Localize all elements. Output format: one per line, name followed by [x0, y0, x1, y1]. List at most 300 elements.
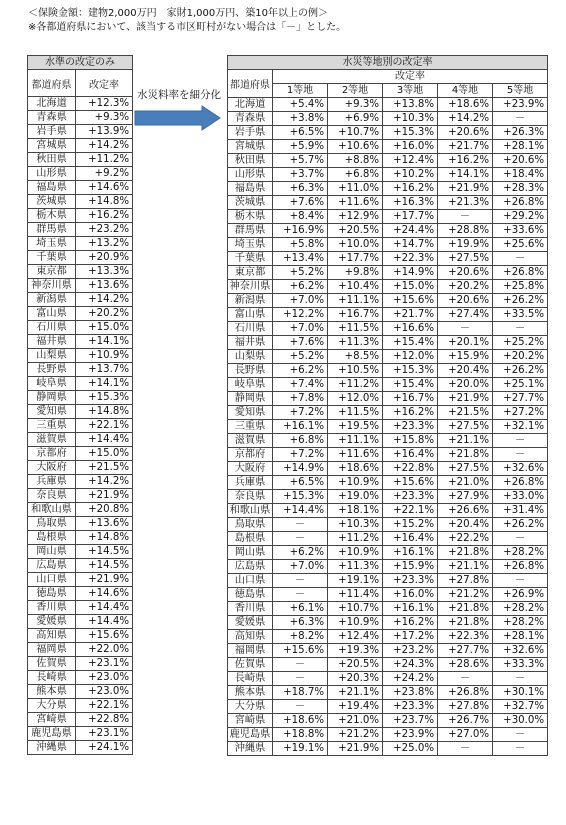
right-table-row [228, 672, 548, 686]
grade-5-rate: +33.0% [493, 490, 548, 504]
prefecture-name: 山形県 [28, 167, 76, 181]
left-col-prefecture: 都道府県 [28, 70, 76, 97]
prefecture-name: 静岡県 [28, 391, 76, 405]
left-col-rate: 改定率 [76, 70, 133, 97]
prefecture-name: 山梨県 [28, 349, 76, 363]
prefecture-name: 千葉県 [28, 251, 76, 265]
grade-4-rate: +26.8% [438, 686, 493, 700]
level-rate: +13.3% [76, 265, 133, 279]
left-table-body [28, 97, 133, 755]
grade-1-rate: +7.2% [273, 406, 328, 420]
grade-4-rate: +21.0% [438, 476, 493, 490]
left-table-row [28, 643, 133, 657]
level-rate: +12.3% [76, 97, 133, 111]
grade-1-rate: +13.4% [273, 252, 328, 266]
right-table-title: 水災等地別の改定率 [228, 56, 548, 70]
grade-5-rate: － [493, 742, 548, 756]
prefecture-name: 新潟県 [228, 294, 273, 308]
left-table-row [28, 741, 133, 755]
grade-4-rate: +20.6% [438, 294, 493, 308]
grade-4-rate: +21.8% [438, 616, 493, 630]
grade-2-rate: +19.5% [328, 420, 383, 434]
grade-5-rate: － [493, 252, 548, 266]
level-rate: +21.9% [76, 573, 133, 587]
grade-4-rate: +19.9% [438, 238, 493, 252]
note-dash-explanation: ※各都道府県において、該当する市区町村がない場合は「－」とした。 [28, 22, 347, 33]
prefecture-name: 静岡県 [228, 392, 273, 406]
prefecture-name: 熊本県 [28, 685, 76, 699]
left-table-row [28, 321, 133, 335]
grade-4-rate: +20.1% [438, 336, 493, 350]
right-table-row [228, 616, 548, 630]
prefecture-name: 香川県 [28, 601, 76, 615]
level-rate: +23.1% [76, 727, 133, 741]
prefecture-name: 香川県 [228, 602, 273, 616]
grade-5-rate: +23.9% [493, 98, 548, 112]
prefecture-name: 福岡県 [28, 643, 76, 657]
prefecture-name: 千葉県 [228, 252, 273, 266]
prefecture-name: 東京都 [28, 265, 76, 279]
left-table-row [28, 629, 133, 643]
right-table-row [228, 728, 548, 742]
prefecture-name: 宮崎県 [28, 713, 76, 727]
right-table-row [228, 126, 548, 140]
prefecture-name: 北海道 [28, 97, 76, 111]
right-col-rate-group: 改定率 [273, 70, 548, 84]
grade-1-rate: +5.2% [273, 266, 328, 280]
prefecture-name: 宮城県 [28, 139, 76, 153]
grade-3-rate: +15.3% [383, 126, 438, 140]
right-col-prefecture: 都道府県 [228, 70, 273, 98]
level-rate: +20.2% [76, 307, 133, 321]
prefecture-name: 沖縄県 [228, 742, 273, 756]
grade-5-rate: +28.1% [493, 630, 548, 644]
left-table-row [28, 587, 133, 601]
left-table-row [28, 125, 133, 139]
prefecture-name: 大分県 [228, 700, 273, 714]
prefecture-name: 奈良県 [28, 489, 76, 503]
grade-1-rate: +18.6% [273, 714, 328, 728]
grade-3-rate: +16.6% [383, 322, 438, 336]
prefecture-name: 長崎県 [28, 671, 76, 685]
right-table-row [228, 742, 548, 756]
right-table-row [228, 504, 548, 518]
grade-2-rate: +11.0% [328, 182, 383, 196]
grade-5-rate: +26.3% [493, 126, 548, 140]
grade-3-rate: +12.0% [383, 350, 438, 364]
grade-3-rate: +14.7% [383, 238, 438, 252]
grade-1-rate: +6.8% [273, 434, 328, 448]
grade-5-rate: +20.2% [493, 350, 548, 364]
level-rate: +13.6% [76, 279, 133, 293]
grade-2-rate: +11.3% [328, 560, 383, 574]
level-rate: +14.4% [76, 615, 133, 629]
left-table-row [28, 461, 133, 475]
prefecture-name: 高知県 [28, 629, 76, 643]
prefecture-name: 茨城県 [28, 195, 76, 209]
grade-3-rate: +15.6% [383, 476, 438, 490]
left-table-row [28, 419, 133, 433]
prefecture-name: 島根県 [28, 531, 76, 545]
grade-4-rate: +27.9% [438, 490, 493, 504]
flood-grade-revision-table [227, 55, 548, 756]
grade-1-rate: － [273, 574, 328, 588]
grade-5-rate: +32.1% [493, 420, 548, 434]
level-revision-table [27, 55, 133, 755]
grade-2-rate: +17.7% [328, 252, 383, 266]
grade-4-rate: +21.2% [438, 588, 493, 602]
prefecture-name: 岩手県 [228, 126, 273, 140]
prefecture-name: 山梨県 [228, 350, 273, 364]
grade-4-rate: － [438, 210, 493, 224]
level-rate: +21.9% [76, 489, 133, 503]
right-table-row [228, 658, 548, 672]
grade-1-rate: － [273, 672, 328, 686]
grade-1-rate: +6.2% [273, 364, 328, 378]
left-table-row [28, 167, 133, 181]
left-table-row [28, 111, 133, 125]
left-table-row [28, 307, 133, 321]
grade-4-rate: +21.8% [438, 602, 493, 616]
grade-5-rate: +33.5% [493, 308, 548, 322]
grade-1-rate: +16.9% [273, 224, 328, 238]
prefecture-name: 滋賀県 [28, 433, 76, 447]
note-insurance-amount: ＜保険金額：建物2,000万円 家財1,000万円、築10年以上の例＞ [28, 8, 328, 19]
prefecture-name: 石川県 [28, 321, 76, 335]
right-table-row [228, 574, 548, 588]
grade-3-rate: +16.0% [383, 140, 438, 154]
grade-2-rate: +21.1% [328, 686, 383, 700]
grade-3-rate: +16.2% [383, 616, 438, 630]
prefecture-name: 鳥取県 [228, 518, 273, 532]
right-table-row [228, 224, 548, 238]
prefecture-name: 京都府 [28, 447, 76, 461]
prefecture-name: 熊本県 [228, 686, 273, 700]
grade-2-rate: +6.8% [328, 168, 383, 182]
grade-4-rate: +21.1% [438, 434, 493, 448]
prefecture-name: 広島県 [28, 559, 76, 573]
grade-5-rate: +25.1% [493, 378, 548, 392]
grade-5-rate: +25.6% [493, 238, 548, 252]
grade-2-rate: +18.6% [328, 462, 383, 476]
left-table-row [28, 391, 133, 405]
grade-1-rate: +16.1% [273, 420, 328, 434]
grade-1-rate: +6.5% [273, 126, 328, 140]
level-rate: +13.2% [76, 237, 133, 251]
prefecture-name: 島根県 [228, 532, 273, 546]
grade-5-rate: +28.2% [493, 616, 548, 630]
right-table-row [228, 448, 548, 462]
right-table-row [228, 210, 548, 224]
grade-1-rate: +6.2% [273, 280, 328, 294]
grade-1-rate: +12.2% [273, 308, 328, 322]
grade-1-rate: +7.2% [273, 448, 328, 462]
prefecture-name: 石川県 [228, 322, 273, 336]
level-rate: +23.0% [76, 671, 133, 685]
grade-3-rate: +16.1% [383, 602, 438, 616]
grade-5-rate: +20.6% [493, 154, 548, 168]
grade-1-rate: +5.7% [273, 154, 328, 168]
left-table-row [28, 573, 133, 587]
grade-5-rate: +26.9% [493, 588, 548, 602]
right-table-row [228, 154, 548, 168]
grade-4-rate: +20.6% [438, 266, 493, 280]
level-rate: +13.9% [76, 125, 133, 139]
right-table-row [228, 252, 548, 266]
prefecture-name: 滋賀県 [228, 434, 273, 448]
prefecture-name: 群馬県 [28, 223, 76, 237]
grade-1-rate: +5.8% [273, 238, 328, 252]
left-table-row [28, 265, 133, 279]
grade-4-rate: － [438, 742, 493, 756]
prefecture-name: 鹿児島県 [228, 728, 273, 742]
right-table-row [228, 406, 548, 420]
left-table-row [28, 503, 133, 517]
grade-1-rate: +7.0% [273, 560, 328, 574]
grade-5-rate: +18.4% [493, 168, 548, 182]
left-table-row [28, 615, 133, 629]
grade-3-rate: +15.8% [383, 434, 438, 448]
left-table-row [28, 349, 133, 363]
grade-3-rate: +10.2% [383, 168, 438, 182]
grade-2-rate: +11.6% [328, 196, 383, 210]
grade-5-rate: +26.2% [493, 364, 548, 378]
right-table-row [228, 168, 548, 182]
grade-3-rate: +15.4% [383, 336, 438, 350]
grade-5-rate: +28.2% [493, 546, 548, 560]
level-rate: +20.8% [76, 503, 133, 517]
grade-2-rate: +19.1% [328, 574, 383, 588]
right-table-row [228, 336, 548, 350]
grade-3-rate: +13.8% [383, 98, 438, 112]
grade-2-rate: +20.5% [328, 658, 383, 672]
prefecture-name: 群馬県 [228, 224, 273, 238]
prefecture-name: 青森県 [28, 111, 76, 125]
grade-5-rate: +32.7% [493, 700, 548, 714]
grade-4-rate: +27.5% [438, 252, 493, 266]
prefecture-name: 鹿児島県 [28, 727, 76, 741]
grade-1-rate: +5.2% [273, 350, 328, 364]
grade-5-rate: － [493, 728, 548, 742]
right-table-row [228, 686, 548, 700]
prefecture-name: 和歌山県 [228, 504, 273, 518]
grade-5-rate: +26.8% [493, 560, 548, 574]
grade-3-rate: +23.7% [383, 714, 438, 728]
grade-4-rate: +20.4% [438, 364, 493, 378]
prefecture-name: 徳島県 [228, 588, 273, 602]
right-arrow-icon [134, 105, 222, 131]
prefecture-name: 高知県 [228, 630, 273, 644]
grade-header-5: 5等地 [493, 84, 548, 98]
grade-5-rate: +27.2% [493, 406, 548, 420]
grade-2-rate: +21.9% [328, 742, 383, 756]
grade-4-rate: +27.4% [438, 308, 493, 322]
right-table-row [228, 714, 548, 728]
grade-4-rate: +21.8% [438, 448, 493, 462]
grade-3-rate: +24.4% [383, 224, 438, 238]
prefecture-name: 福島県 [28, 181, 76, 195]
grade-2-rate: +8.5% [328, 350, 383, 364]
grade-1-rate: +15.3% [273, 490, 328, 504]
prefecture-name: 奈良県 [228, 490, 273, 504]
level-rate: +24.1% [76, 741, 133, 755]
grade-2-rate: +19.4% [328, 700, 383, 714]
grade-5-rate: － [493, 448, 548, 462]
right-table-row [228, 434, 548, 448]
grade-1-rate: － [273, 700, 328, 714]
prefecture-name: 愛知県 [228, 406, 273, 420]
level-rate: +14.5% [76, 559, 133, 573]
grade-4-rate: +22.2% [438, 532, 493, 546]
grade-2-rate: +9.3% [328, 98, 383, 112]
grade-1-rate: +6.1% [273, 602, 328, 616]
left-table-row [28, 601, 133, 615]
grade-2-rate: +8.8% [328, 154, 383, 168]
right-table-row [228, 392, 548, 406]
grade-2-rate: +10.7% [328, 602, 383, 616]
grade-3-rate: +15.3% [383, 364, 438, 378]
prefecture-name: 富山県 [228, 308, 273, 322]
grade-3-rate: +15.6% [383, 294, 438, 308]
grade-2-rate: +21.0% [328, 714, 383, 728]
level-rate: +15.0% [76, 321, 133, 335]
grade-1-rate: +14.9% [273, 462, 328, 476]
grade-3-rate: +24.2% [383, 672, 438, 686]
grade-3-rate: +14.9% [383, 266, 438, 280]
grade-5-rate: － [493, 434, 548, 448]
left-table-row [28, 279, 133, 293]
left-table-row [28, 251, 133, 265]
grade-2-rate: +20.5% [328, 224, 383, 238]
grade-2-rate: +10.9% [328, 616, 383, 630]
prefecture-name: 徳島県 [28, 587, 76, 601]
grade-4-rate: +21.7% [438, 140, 493, 154]
prefecture-name: 長崎県 [228, 672, 273, 686]
grade-1-rate: － [273, 658, 328, 672]
grade-1-rate: +5.4% [273, 98, 328, 112]
grade-1-rate: +6.5% [273, 476, 328, 490]
level-rate: +14.1% [76, 377, 133, 391]
prefecture-name: 埼玉県 [228, 238, 273, 252]
right-table-row [228, 462, 548, 476]
level-rate: +14.2% [76, 475, 133, 489]
left-table-row [28, 699, 133, 713]
grade-4-rate: +20.6% [438, 126, 493, 140]
grade-4-rate: +27.5% [438, 462, 493, 476]
grade-3-rate: +23.3% [383, 574, 438, 588]
level-rate: +13.6% [76, 517, 133, 531]
left-table-row [28, 377, 133, 391]
grade-5-rate: － [493, 532, 548, 546]
grade-1-rate: +3.8% [273, 112, 328, 126]
grade-4-rate: +21.9% [438, 392, 493, 406]
grade-5-rate: +28.1% [493, 140, 548, 154]
right-table-row [228, 420, 548, 434]
prefecture-name: 神奈川県 [228, 280, 273, 294]
right-table-row [228, 602, 548, 616]
left-table-row [28, 237, 133, 251]
grade-3-rate: +23.3% [383, 420, 438, 434]
grade-2-rate: +11.1% [328, 294, 383, 308]
prefecture-name: 岩手県 [28, 125, 76, 139]
grade-3-rate: +15.9% [383, 560, 438, 574]
level-rate: +10.9% [76, 349, 133, 363]
left-table-row [28, 181, 133, 195]
level-rate: +23.2% [76, 223, 133, 237]
grade-3-rate: +25.0% [383, 742, 438, 756]
grade-5-rate: +32.6% [493, 644, 548, 658]
grade-4-rate: － [438, 322, 493, 336]
level-rate: +14.8% [76, 405, 133, 419]
level-rate: +23.0% [76, 685, 133, 699]
right-table-row [228, 182, 548, 196]
left-table-row [28, 713, 133, 727]
right-table-row [228, 238, 548, 252]
grade-3-rate: +16.3% [383, 196, 438, 210]
level-rate: +15.0% [76, 447, 133, 461]
grade-1-rate: +6.2% [273, 546, 328, 560]
subdivision-label: 水災料率を細分化 [137, 89, 221, 101]
grade-3-rate: +16.1% [383, 546, 438, 560]
level-rate: +14.8% [76, 195, 133, 209]
right-table-row [228, 308, 548, 322]
right-table-row [228, 266, 548, 280]
grade-2-rate: +18.1% [328, 504, 383, 518]
prefecture-name: 山口県 [228, 574, 273, 588]
prefecture-name: 福井県 [228, 336, 273, 350]
left-table-row [28, 447, 133, 461]
level-rate: +21.5% [76, 461, 133, 475]
prefecture-name: 新潟県 [28, 293, 76, 307]
grade-2-rate: +10.9% [328, 476, 383, 490]
grade-4-rate: +16.2% [438, 154, 493, 168]
prefecture-name: 三重県 [228, 420, 273, 434]
right-table-row [228, 630, 548, 644]
grade-4-rate: +20.2% [438, 280, 493, 294]
grade-2-rate: +11.2% [328, 378, 383, 392]
grade-2-rate: +11.5% [328, 406, 383, 420]
left-table-row [28, 153, 133, 167]
left-table-row [28, 685, 133, 699]
grade-2-rate: +11.3% [328, 336, 383, 350]
grade-4-rate: +27.7% [438, 644, 493, 658]
left-table-row [28, 335, 133, 349]
grade-1-rate: +7.0% [273, 322, 328, 336]
level-rate: +14.2% [76, 293, 133, 307]
right-table-row [228, 98, 548, 112]
grade-1-rate: － [273, 588, 328, 602]
grade-5-rate: － [493, 574, 548, 588]
grade-5-rate: － [493, 672, 548, 686]
grade-1-rate: +15.6% [273, 644, 328, 658]
prefecture-name: 大阪府 [228, 462, 273, 476]
grade-4-rate: +22.3% [438, 630, 493, 644]
grade-5-rate: +33.6% [493, 224, 548, 238]
prefecture-name: 福島県 [228, 182, 273, 196]
grade-3-rate: +15.4% [383, 378, 438, 392]
grade-2-rate: +11.5% [328, 322, 383, 336]
grade-1-rate: +14.4% [273, 504, 328, 518]
level-rate: +22.8% [76, 713, 133, 727]
left-table-row [28, 139, 133, 153]
prefecture-name: 東京都 [228, 266, 273, 280]
grade-1-rate: +18.7% [273, 686, 328, 700]
prefecture-name: 和歌山県 [28, 503, 76, 517]
grade-5-rate: +28.2% [493, 602, 548, 616]
prefecture-name: 栃木県 [228, 210, 273, 224]
right-table-row [228, 490, 548, 504]
prefecture-name: 兵庫県 [228, 476, 273, 490]
